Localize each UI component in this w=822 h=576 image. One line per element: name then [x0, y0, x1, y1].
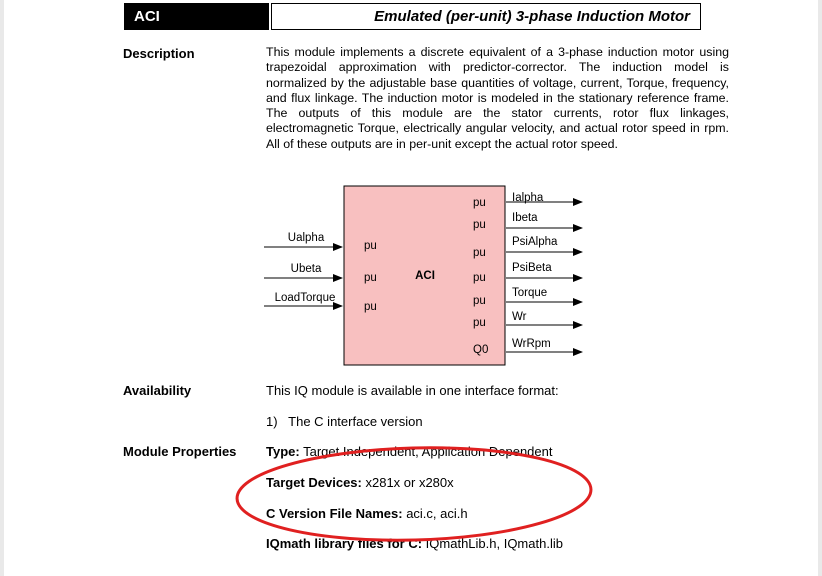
property-value: aci.c, aci.h: [406, 506, 468, 521]
property-file-names: [266, 506, 468, 521]
input-signal-label: Ubeta: [290, 263, 322, 275]
output-unit-label: pu: [473, 197, 486, 209]
output-unit-label: pu: [473, 272, 486, 284]
input-signal-label: LoadTorque: [274, 292, 336, 304]
property-value: x281x or x280x: [365, 475, 454, 490]
interface-list-item: [266, 414, 423, 429]
description-text: This module implements a discrete equivalent of a 3-phase induction motor using trapezoidal approximation with predictor-corrector. The induction model is normalized by the adjustable base quantities of voltage, current, Torque, frequency, and flux linkage. The induction motor is modeled in the stationary reference frame. The outputs of this module are the stator currents, rotor flux linkages, electromagnetic Torque, electrically angular velocity, and actual rotor speed in rpm. All of these outputs are in per-unit except the actual rotor speed.: [266, 45, 729, 151]
output-unit-label: Q0: [473, 344, 489, 356]
property-target-devices: [266, 475, 454, 490]
input-unit-label: pu: [364, 240, 377, 252]
description-label: Description: [123, 46, 195, 61]
output-signal-label: Ibeta: [512, 212, 538, 224]
availability-label: Availability: [123, 383, 192, 398]
page-title: Emulated (per-unit) 3-phase Induction Motor: [271, 3, 701, 30]
property-iqmath-files: [266, 536, 563, 551]
module-label: ACI: [124, 3, 269, 30]
property-type: [266, 444, 552, 459]
output-signal-label: PsiAlpha: [512, 236, 558, 248]
module-properties-label: Module Properties: [123, 444, 237, 459]
input-signal-label: Ualpha: [287, 232, 325, 244]
input-unit-label: pu: [364, 272, 377, 284]
output-signal-label: Wr: [512, 311, 527, 323]
availability-text: This IQ module is available in one interface format:: [266, 383, 559, 398]
list-item-number: 1): [266, 414, 278, 429]
property-key: Type:: [266, 444, 300, 459]
property-key: IQmath library files for C:: [266, 536, 423, 551]
output-unit-label: pu: [473, 219, 486, 231]
input-unit-label: pu: [364, 301, 377, 313]
output-signal-label: Ialpha: [512, 192, 544, 204]
property-value: IQmathLib.h, IQmath.lib: [425, 536, 563, 551]
output-unit-label: pu: [473, 247, 486, 259]
output-unit-label: pu: [473, 295, 486, 307]
property-value: Target Independent, Application Dependent: [303, 444, 553, 459]
output-signal-label: Torque: [512, 287, 548, 299]
output-unit-label: pu: [473, 317, 486, 329]
list-item-text: The C interface version: [288, 414, 423, 429]
output-signal-label: WrRpm: [512, 338, 551, 350]
property-key: Target Devices:: [266, 475, 362, 490]
property-key: C Version File Names:: [266, 506, 403, 521]
output-signal-label: PsiBeta: [512, 262, 552, 274]
aci-block-label: ACI: [415, 270, 435, 282]
